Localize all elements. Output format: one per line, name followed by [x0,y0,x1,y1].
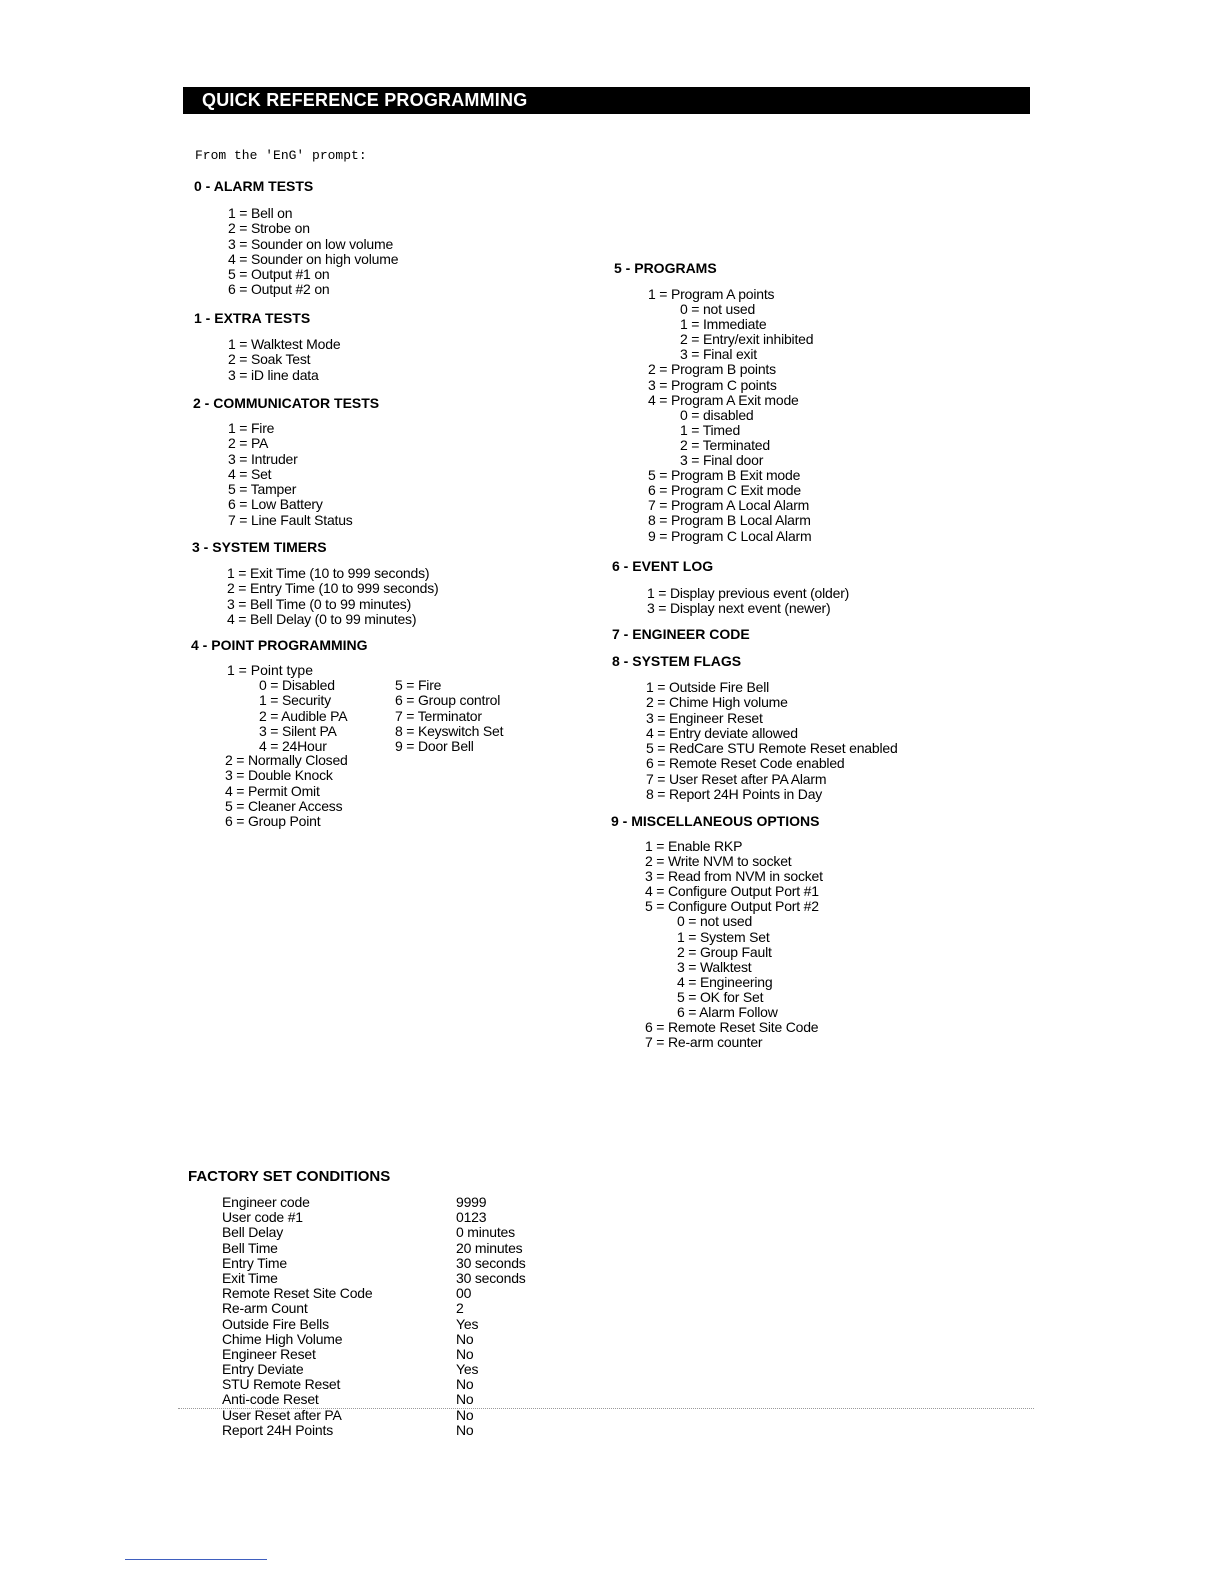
list-item: 4 = Permit Omit [225,782,320,799]
footer-rule [125,1559,267,1560]
list-item: 1 = Walktest Mode [228,336,341,352]
setting-value: 2 [456,1300,464,1317]
list-item: 0 = not used [680,301,756,318]
list-item: 3 = Final exit [680,346,757,363]
list-item: 2 = Write NVM to socket [645,853,792,870]
list-item: 9 = Door Bell [395,738,474,755]
setting-name: Engineer Reset [222,1345,316,1362]
setting-value: 9999 [456,1194,487,1210]
table-row [222,1332,526,1347]
list-item: 7 = User Reset after PA Alarm [646,770,827,787]
point-types-right-list [395,678,503,754]
setting-name: User code #1 [222,1209,303,1226]
setting-name: Chime High Volume [222,1330,343,1347]
list-item: 2 = Soak Test [228,351,311,368]
setting-name: User Reset after PA [222,1406,342,1423]
setting-name: Bell Delay [222,1224,284,1241]
section-heading-miscellaneous-options: 9 - MISCELLANEOUS OPTIONS [611,813,820,829]
table-row [222,1362,526,1377]
list-item: 4 = Program A Exit mode [648,391,799,408]
table-row [222,1301,526,1316]
list-item: 8 = Program B Local Alarm [648,512,811,529]
setting-value: 00 [456,1285,472,1302]
list-item: 5 = Tamper [228,481,297,498]
list-item: 2 = Entry Time (10 to 999 seconds) [227,580,439,597]
event-log-list [647,586,849,617]
setting-value: 30 seconds [456,1269,526,1286]
list-item: 2 = Audible PA [259,707,348,724]
list-item: 4 = Set [228,465,272,482]
list-item: 3 = Program C points [648,376,777,393]
list-item: 7 = Re-arm counter [645,1034,763,1051]
list-item: 5 = Program B Exit mode [648,467,801,484]
list-item: 4 = Sounder on high volume [228,250,399,267]
list-item: 1 = Fire [228,420,275,436]
setting-value: 0123 [456,1209,487,1226]
list-item: 5 = Output #1 on [228,266,330,283]
list-item: 3 = Final door [680,452,764,469]
list-item: 2 = Strobe on [228,220,310,237]
list-item: 0 = disabled [680,406,754,423]
extra-tests-list [228,337,340,383]
table-row [222,1408,526,1423]
table-row [222,1392,526,1407]
list-item: 8 = Keyswitch Set [395,722,504,739]
setting-value: No [456,1406,474,1423]
point-type-item: 1 = Point type [227,662,314,678]
setting-name: Anti-code Reset [222,1391,319,1408]
communicator-tests-list [228,421,353,528]
table-row [222,1286,526,1301]
setting-value: Yes [456,1315,479,1332]
point-programming-list [225,753,348,829]
setting-name: Remote Reset Site Code [222,1285,373,1302]
factory-set-conditions-table [222,1195,526,1438]
list-item: 5 = Fire [395,677,442,693]
list-item: 6 = Group Point [225,813,321,830]
list-item: 1 = Timed [680,421,741,438]
list-item: 4 = 24Hour [259,738,327,755]
miscellaneous-options-list [645,839,823,1050]
system-timers-list [227,566,438,627]
section-heading-extra-tests: 1 - EXTRA TESTS [194,310,311,326]
list-item: 3 = Engineer Reset [646,709,763,726]
setting-name: Engineer code [222,1194,310,1210]
setting-name: Re-arm Count [222,1300,308,1317]
list-item: 0 = Disabled [259,677,335,693]
setting-name: Outside Fire Bells [222,1315,329,1332]
table-row [222,1256,526,1271]
list-item: 6 = Remote Reset Code enabled [646,755,845,772]
section-heading-system-flags: 8 - SYSTEM FLAGS [612,653,742,669]
list-item: 8 = Report 24H Points in Day [646,786,823,803]
setting-name: Entry Deviate [222,1361,304,1378]
list-item: 1 = Immediate [680,316,767,333]
programs-list [648,287,813,544]
section-heading-alarm-tests: 0 - ALARM TESTS [194,178,314,194]
list-item: 6 = Group control [395,692,501,709]
section-heading-communicator-tests: 2 - COMMUNICATOR TESTS [193,395,380,411]
list-item: 3 = Sounder on low volume [228,235,394,252]
setting-value: No [456,1330,474,1347]
list-item: 6 = Program C Exit mode [648,482,801,499]
list-item: 3 = Display next event (newer) [647,600,831,617]
factory-set-conditions-title: FACTORY SET CONDITIONS [188,1168,391,1185]
list-item: 3 = Read from NVM in socket [645,868,823,885]
table-row [222,1377,526,1392]
list-item: 5 = Cleaner Access [225,797,343,814]
list-item: 6 = Output #2 on [228,281,330,298]
setting-value: Yes [456,1361,479,1378]
page-banner-title: QUICK REFERENCE PROGRAMMING [183,87,1030,114]
setting-value: 30 seconds [456,1254,526,1271]
list-item: 7 = Terminator [395,707,482,724]
table-row [222,1317,526,1332]
setting-name: Entry Time [222,1254,287,1271]
list-item: 3 = Bell Time (0 to 99 minutes) [227,595,412,612]
setting-name: STU Remote Reset [222,1376,341,1393]
setting-value: 20 minutes [456,1239,523,1256]
table-row [222,1195,526,1210]
table-row [222,1225,526,1240]
list-item: 3 = Silent PA [259,722,337,739]
list-item: 3 = iD line data [228,366,319,383]
list-item: 1 = Exit Time (10 to 999 seconds) [227,565,430,581]
section-heading-point-programming: 4 - POINT PROGRAMMING [191,637,368,653]
system-flags-list [646,680,898,802]
section-heading-system-timers: 3 - SYSTEM TIMERS [192,539,327,555]
prompt-text: From the 'EnG' prompt: [195,148,367,163]
list-item: 6 = Remote Reset Site Code [645,1019,819,1036]
setting-value: No [456,1345,474,1362]
list-item: 2 = Entry/exit inhibited [680,331,814,348]
list-item: 1 = Security [259,692,331,709]
list-item: 4 = Entry deviate allowed [646,724,798,741]
list-item: 2 = Terminated [680,436,770,453]
setting-name: Report 24H Points [222,1421,333,1438]
list-item: 2 = PA [228,435,269,452]
list-item: 7 = Line Fault Status [228,511,353,528]
list-item: 4 = Bell Delay (0 to 99 minutes) [227,610,417,627]
table-row [222,1347,526,1362]
list-item: 2 = Group Fault [677,943,772,960]
alarm-tests-list [228,206,398,298]
setting-value: No [456,1376,474,1393]
list-item: 1 = Outside Fire Bell [646,679,770,695]
list-item: 1 = Bell on [228,205,293,221]
list-item: 6 = Alarm Follow [677,1004,778,1021]
section-heading-event-log: 6 - EVENT LOG [612,558,714,574]
list-item: 1 = Display previous event (older) [647,585,850,601]
list-item: 4 = Engineering [677,973,773,990]
table-row [222,1423,526,1438]
list-item: 2 = Program B points [648,361,776,378]
setting-name: Bell Time [222,1239,278,1256]
table-row [222,1210,526,1225]
list-item: 5 = Configure Output Port #2 [645,898,819,915]
list-item: 3 = Intruder [228,450,298,467]
section-heading-engineer-code: 7 - ENGINEER CODE [612,626,750,642]
list-item: 5 = RedCare STU Remote Reset enabled [646,740,898,757]
list-item: 3 = Walktest [677,958,752,975]
list-item: 7 = Program A Local Alarm [648,497,810,514]
scan-dotted-line [178,1408,1034,1409]
table-row [222,1241,526,1256]
section-heading-programs: 5 - PROGRAMS [614,260,717,276]
list-item: 1 = System Set [677,928,770,945]
setting-value: No [456,1391,474,1408]
list-item: 4 = Configure Output Port #1 [645,883,819,900]
list-item: 1 = Enable RKP [645,838,743,854]
point-types-left-list [259,678,347,754]
table-row [222,1271,526,1286]
setting-value: No [456,1421,474,1438]
list-item: 5 = OK for Set [677,988,764,1005]
list-item: 3 = Double Knock [225,767,333,784]
setting-value: 0 minutes [456,1224,515,1241]
list-item: 9 = Program C Local Alarm [648,527,812,544]
list-item: 2 = Chime High volume [646,694,788,711]
list-item: 1 = Program A points [648,286,775,302]
list-item: 0 = not used [677,913,753,930]
list-item: 2 = Normally Closed [225,752,348,768]
setting-name: Exit Time [222,1269,278,1286]
list-item: 6 = Low Battery [228,496,323,513]
